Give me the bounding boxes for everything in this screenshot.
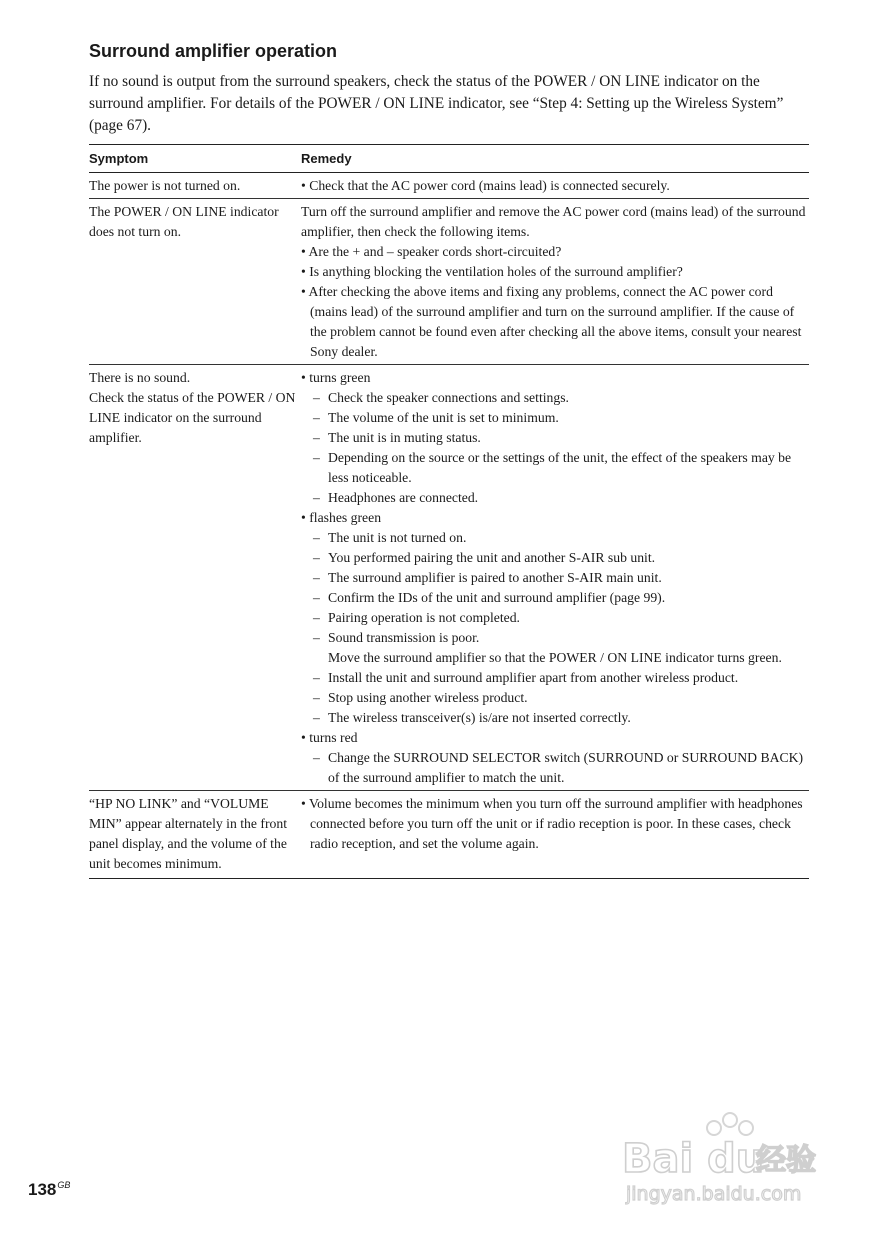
symptom-line: Check the status of the POWER / ON LINE indicator on the surround amplifier. <box>89 390 296 445</box>
remedy-item: – Change the SURROUND SELECTOR switch (SURROUND or SURROUND BACK) of the surround amplifier to match the unit. <box>301 748 809 788</box>
remedy-item: – The unit is not turned on. <box>301 528 809 548</box>
remedy-text: Turn off the surround amplifier and remove the AC power cord (mains lead) of the surround amplifier, then check the following items. <box>301 204 806 239</box>
remedy-bullet: • Volume becomes the minimum when you turn off the surround amplifier with headphones connected before you turn off the unit or if radio reception is poor. In these cases, check radio reception, and set the volume again. <box>301 796 803 851</box>
status-flashes-green: • flashes green <box>301 510 382 525</box>
table-row <box>89 173 809 199</box>
remedy-item: – Headphones are connected. <box>301 488 809 508</box>
symptom-cell <box>89 365 301 791</box>
header-remedy: Remedy <box>301 145 809 173</box>
symptom-line: There is no sound. <box>89 370 191 385</box>
remedy-cell <box>301 791 809 879</box>
symptom-cell: The power is not turned on. <box>89 173 301 199</box>
page-number-suffix: GB <box>57 1180 71 1191</box>
remedy-bullet: • Check that the AC power cord (mains lead) is connected securely. <box>301 178 670 193</box>
remedy-item: – The unit is in muting status. <box>301 428 809 448</box>
remedy-item: – Check the speaker connections and settings. <box>301 388 809 408</box>
symptom-cell: “HP NO LINK” and “VOLUME MIN” appear alternately in the front panel display, and the volume of the unit becomes minimum. <box>89 791 301 879</box>
page-number-value: 138 <box>28 1180 57 1199</box>
page-number <box>28 1180 70 1200</box>
remedy-item: – The volume of the unit is set to minimum. <box>301 408 809 428</box>
section-heading: Surround amplifier operation <box>89 41 338 61</box>
remedy-cell <box>301 199 809 365</box>
remedy-item: – The wireless transceiver(s) is/are not inserted correctly. <box>301 708 809 728</box>
remedy-cell <box>301 365 809 791</box>
remedy-cell <box>301 173 809 199</box>
remedy-item: – Confirm the IDs of the unit and surround amplifier (page 99). <box>301 588 809 608</box>
remedy-bullet: • Is anything blocking the ventilation holes of the surround amplifier? <box>301 264 683 279</box>
intro-paragraph: If no sound is output from the surround speakers, check the status of the POWER / ON LINE indicator on the surround amplifier. For details of the POWER / ON LINE indicator, see “Step 4: Setting up the Wireless System” (page 67). <box>89 73 784 134</box>
remedy-item: – Sound transmission is poor. <box>301 628 809 648</box>
remedy-item: – Depending on the source or the settings of the unit, the effect of the speakers may be less noticeable. <box>301 448 809 488</box>
status-turns-green: • turns green <box>301 370 371 385</box>
remedy-item: – Pairing operation is not completed. <box>301 608 809 628</box>
remedy-item: – Stop using another wireless product. <box>301 688 809 708</box>
paw-toe-icon <box>739 1121 753 1135</box>
table-row <box>89 199 809 365</box>
watermark-url: jingyan.baidu.com <box>626 1183 802 1205</box>
remedy-item: – The surround amplifier is paired to another S-AIR main unit. <box>301 568 809 588</box>
remedy-item-note: Move the surround amplifier so that the POWER / ON LINE indicator turns green. <box>328 650 782 665</box>
baidu-watermark-logo <box>618 1106 828 1206</box>
symptom-cell: The POWER / ON LINE indicator does not turn on. <box>89 199 301 365</box>
paw-toe-icon <box>707 1121 721 1135</box>
table-header-row <box>89 145 809 173</box>
table-row <box>89 365 809 791</box>
troubleshooting-table <box>89 144 809 879</box>
remedy-bullet: • After checking the above items and fixing any problems, connect the AC power cord (mains lead) of the surround amplifier and turn on the surround amplifier. If the cause of the problem cannot be found even after checking all the above items, consult your nearest Sony dealer. <box>301 284 802 359</box>
status-turns-red: • turns red <box>301 730 358 745</box>
paw-toe-icon <box>723 1113 737 1127</box>
table-row <box>89 791 809 879</box>
watermark-brand: Bai du <box>622 1136 765 1182</box>
remedy-item: – Install the unit and surround amplifier apart from another wireless product. <box>301 668 809 688</box>
header-symptom: Symptom <box>89 145 301 173</box>
watermark-brand-cn: 经验 <box>756 1143 816 1178</box>
remedy-item: – You performed pairing the unit and another S-AIR sub unit. <box>301 548 809 568</box>
remedy-bullet: • Are the + and – speaker cords short-circuited? <box>301 244 562 259</box>
